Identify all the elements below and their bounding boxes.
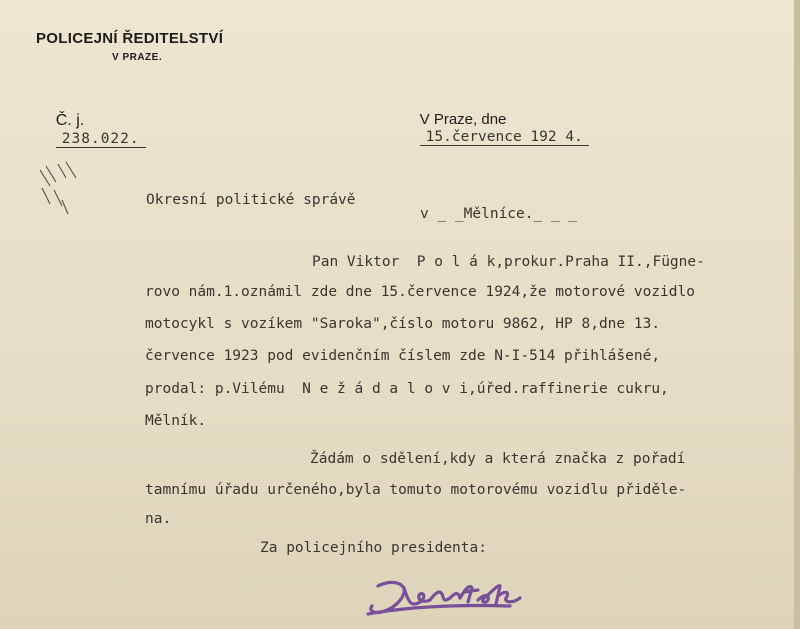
addressee: Okresní politické správě	[146, 192, 356, 208]
letterhead-org: POLICEJNÍ ŘEDITELSTVÍ	[36, 30, 224, 47]
body-line: tamnímu úřadu určeného,byla tomuto motorovému vozidlu přiděle-	[145, 482, 687, 498]
signature-icon	[360, 574, 530, 619]
reference-number	[38, 94, 146, 166]
body-line: Žádám o sdělení,kdy a která značka z pořadí	[310, 451, 686, 467]
body-line: rovo nám.1.oznámil zde dne 15.července 1924,že motorové vozidlo	[145, 284, 695, 300]
reference-value: 238.022.	[56, 131, 146, 148]
page-edge	[794, 0, 800, 629]
body-line: motocykl s vozíkem "Saroka",číslo motoru 9862, HP 8,dne 13.	[145, 316, 661, 332]
body-line: července 1923 pod evidenčním číslem zde N-I-514 přihlášené,	[145, 348, 661, 364]
date-value: 15.července 192 4.	[420, 129, 589, 146]
body-line: Pan Viktor P o l á k,prokur.Praha II.,Fügne-	[312, 254, 705, 270]
date-line	[403, 94, 589, 162]
body-line: prodal: p.Vilému N e ž á d a l o v i,úřed.raffinerie cukru,	[145, 381, 669, 397]
reference-label: Č. j.	[55, 112, 85, 129]
date-label: V Praze, dne	[419, 111, 507, 128]
addressee-place: v _ _Mělníce._ _ _	[420, 206, 578, 222]
closing-line: Za policejního presidenta:	[260, 540, 487, 556]
letterhead-city: V PRAZE.	[112, 52, 163, 63]
body-line: na.	[145, 511, 172, 527]
body-line: Mělník.	[145, 413, 207, 429]
pencil-marks-icon	[36, 160, 96, 220]
